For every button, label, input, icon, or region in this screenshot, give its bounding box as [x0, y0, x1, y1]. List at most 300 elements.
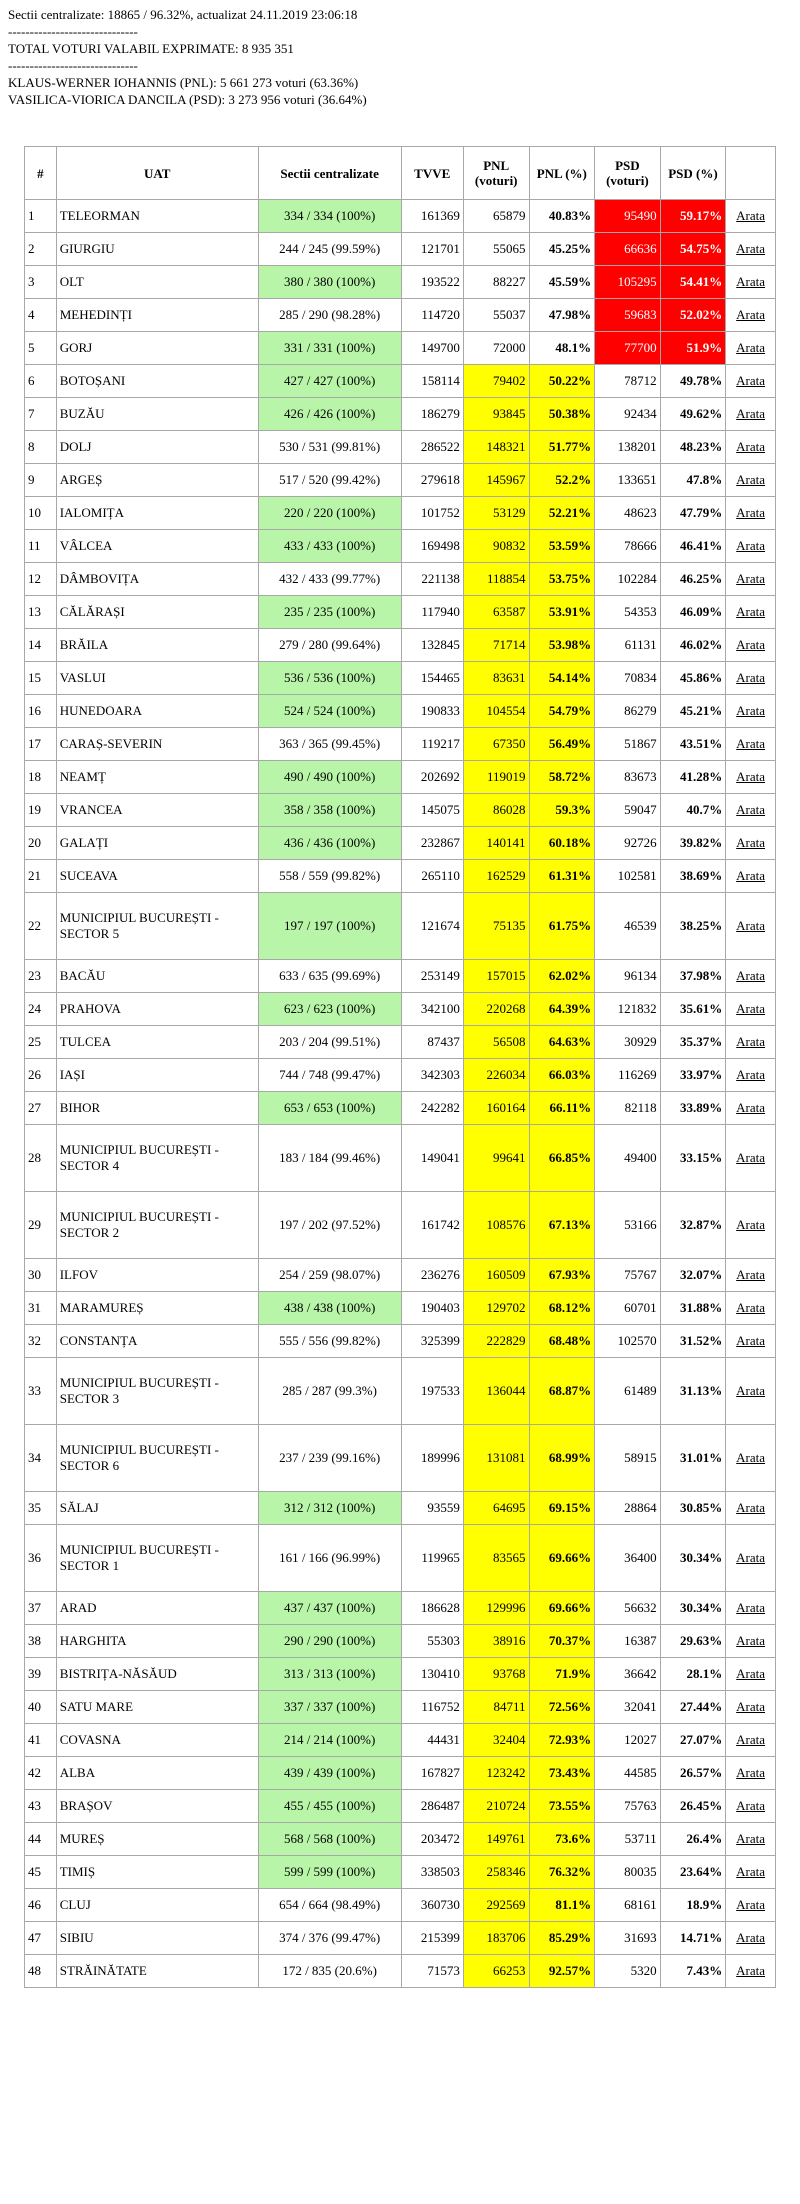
- arata-link[interactable]: Arata: [736, 736, 766, 751]
- psd-votes: 121832: [595, 993, 661, 1026]
- action-cell: [726, 695, 776, 728]
- uat-name: BISTRIȚA-NĂSĂUD: [56, 1658, 258, 1691]
- table-row: [25, 233, 776, 266]
- psd-percent: 32.87%: [660, 1192, 726, 1259]
- pnl-percent: 60.18%: [529, 827, 595, 860]
- action-cell: [726, 629, 776, 662]
- row-index: 36: [25, 1525, 57, 1592]
- tvve-value: 232867: [401, 827, 463, 860]
- pnl-percent: 52.2%: [529, 464, 595, 497]
- action-cell: [726, 1325, 776, 1358]
- action-cell: [726, 1292, 776, 1325]
- arata-link[interactable]: Arata: [736, 1383, 766, 1398]
- action-cell: [726, 233, 776, 266]
- arata-link[interactable]: Arata: [736, 538, 766, 553]
- table-body: [25, 200, 776, 1988]
- tvve-value: 190403: [401, 1292, 463, 1325]
- pnl-percent: 73.43%: [529, 1757, 595, 1790]
- psd-percent: 46.09%: [660, 596, 726, 629]
- action-cell: [726, 1724, 776, 1757]
- psd-votes: 46539: [595, 893, 661, 960]
- uat-name: CONSTANȚA: [56, 1325, 258, 1358]
- pnl-votes: 83565: [463, 1525, 529, 1592]
- sectii-centralizate: 197 / 197 (100%): [258, 893, 401, 960]
- psd-percent: 46.02%: [660, 629, 726, 662]
- row-index: 26: [25, 1059, 57, 1092]
- psd-votes: 78666: [595, 530, 661, 563]
- pnl-votes: 160509: [463, 1259, 529, 1292]
- table-row: [25, 1358, 776, 1425]
- action-cell: [726, 1492, 776, 1525]
- sectii-centralizate: 285 / 287 (99.3%): [258, 1358, 401, 1425]
- psd-votes: 59047: [595, 794, 661, 827]
- psd-votes: 58915: [595, 1425, 661, 1492]
- sectii-centralizate: 235 / 235 (100%): [258, 596, 401, 629]
- table-row: [25, 497, 776, 530]
- results-table: [24, 146, 776, 1988]
- row-index: 46: [25, 1889, 57, 1922]
- table-row: [25, 1292, 776, 1325]
- uat-name: HARGHITA: [56, 1625, 258, 1658]
- row-index: 12: [25, 563, 57, 596]
- pnl-votes: 79402: [463, 365, 529, 398]
- psd-percent: 7.43%: [660, 1955, 726, 1988]
- row-index: 44: [25, 1823, 57, 1856]
- pnl-votes: 32404: [463, 1724, 529, 1757]
- arata-link[interactable]: Arata: [736, 1864, 766, 1879]
- arata-link[interactable]: Arata: [736, 340, 766, 355]
- uat-name: PRAHOVA: [56, 993, 258, 1026]
- tvve-value: 154465: [401, 662, 463, 695]
- arata-link[interactable]: Arata: [736, 1500, 766, 1515]
- pnl-percent: 64.63%: [529, 1026, 595, 1059]
- psd-votes: 51867: [595, 728, 661, 761]
- psd-votes: 102284: [595, 563, 661, 596]
- pnl-votes: 65879: [463, 200, 529, 233]
- table-row: [25, 398, 776, 431]
- arata-link[interactable]: Arata: [736, 1798, 766, 1813]
- psd-votes: 49400: [595, 1125, 661, 1192]
- arata-link[interactable]: Arata: [736, 802, 766, 817]
- tvve-value: 189996: [401, 1425, 463, 1492]
- tvve-value: 286522: [401, 431, 463, 464]
- sectii-centralizate: 439 / 439 (100%): [258, 1757, 401, 1790]
- tvve-value: 55303: [401, 1625, 463, 1658]
- arata-link[interactable]: Arata: [736, 1550, 766, 1565]
- table-row: [25, 1724, 776, 1757]
- sectii-centralizate: 426 / 426 (100%): [258, 398, 401, 431]
- tvve-value: 158114: [401, 365, 463, 398]
- row-index: 37: [25, 1592, 57, 1625]
- arata-link[interactable]: Arata: [736, 373, 766, 388]
- arata-link[interactable]: Arata: [736, 1963, 766, 1978]
- uat-name: IALOMIȚA: [56, 497, 258, 530]
- table-row: [25, 266, 776, 299]
- sectii-centralizate: 285 / 290 (98.28%): [258, 299, 401, 332]
- action-cell: [726, 1889, 776, 1922]
- psd-percent: 32.07%: [660, 1259, 726, 1292]
- candidate-pnl-line: KLAUS-WERNER IOHANNIS (PNL): 5 661 273 voturi (63.36%): [8, 75, 359, 90]
- arata-link[interactable]: Arata: [736, 918, 766, 933]
- tvve-value: 202692: [401, 761, 463, 794]
- arata-link[interactable]: Arata: [736, 1067, 766, 1082]
- psd-votes: 31693: [595, 1922, 661, 1955]
- arata-link[interactable]: Arata: [736, 1600, 766, 1615]
- tvve-value: 169498: [401, 530, 463, 563]
- pnl-votes: 83631: [463, 662, 529, 695]
- pnl-votes: 53129: [463, 497, 529, 530]
- pnl-percent: 72.93%: [529, 1724, 595, 1757]
- arata-link[interactable]: Arata: [736, 208, 766, 223]
- uat-name: BRAȘOV: [56, 1790, 258, 1823]
- table-row: [25, 1790, 776, 1823]
- table-row: [25, 200, 776, 233]
- tvve-value: 203472: [401, 1823, 463, 1856]
- sectii-centralizate: 203 / 204 (99.51%): [258, 1026, 401, 1059]
- col-header-action: [726, 147, 776, 200]
- arata-link[interactable]: Arata: [736, 439, 766, 454]
- arata-link[interactable]: Arata: [736, 1765, 766, 1780]
- sectii-centralizate: 254 / 259 (98.07%): [258, 1259, 401, 1292]
- arata-link[interactable]: Arata: [736, 307, 766, 322]
- table-row: [25, 960, 776, 993]
- pnl-votes: 129996: [463, 1592, 529, 1625]
- action-cell: [726, 299, 776, 332]
- tvve-value: 119217: [401, 728, 463, 761]
- uat-name: MUNICIPIUL BUCUREȘTI - SECTOR 3: [56, 1358, 258, 1425]
- row-index: 27: [25, 1092, 57, 1125]
- arata-link[interactable]: Arata: [736, 1100, 766, 1115]
- pnl-percent: 76.32%: [529, 1856, 595, 1889]
- pnl-votes: 66253: [463, 1955, 529, 1988]
- uat-name: MUREȘ: [56, 1823, 258, 1856]
- pnl-votes: 123242: [463, 1757, 529, 1790]
- arata-link[interactable]: Arata: [736, 505, 766, 520]
- psd-percent: 52.02%: [660, 299, 726, 332]
- psd-percent: 46.41%: [660, 530, 726, 563]
- uat-name: NEAMȚ: [56, 761, 258, 794]
- psd-percent: 27.44%: [660, 1691, 726, 1724]
- psd-votes: 75767: [595, 1259, 661, 1292]
- psd-votes: 53711: [595, 1823, 661, 1856]
- pnl-votes: 149761: [463, 1823, 529, 1856]
- sectii-centralizate: 244 / 245 (99.59%): [258, 233, 401, 266]
- separator: ------------------------------: [8, 24, 138, 39]
- action-cell: [726, 1790, 776, 1823]
- pnl-percent: 50.38%: [529, 398, 595, 431]
- arata-link[interactable]: Arata: [736, 868, 766, 883]
- arata-link[interactable]: Arata: [736, 472, 766, 487]
- sectii-centralizate: 183 / 184 (99.46%): [258, 1125, 401, 1192]
- psd-percent: 18.9%: [660, 1889, 726, 1922]
- arata-link[interactable]: Arata: [736, 1897, 766, 1912]
- psd-percent: 46.25%: [660, 563, 726, 596]
- row-index: 17: [25, 728, 57, 761]
- arata-link[interactable]: Arata: [736, 670, 766, 685]
- uat-name: STRĂINĂTATE: [56, 1955, 258, 1988]
- arata-link[interactable]: Arata: [736, 274, 766, 289]
- row-index: 29: [25, 1192, 57, 1259]
- arata-link[interactable]: Arata: [736, 1267, 766, 1282]
- psd-votes: 133651: [595, 464, 661, 497]
- psd-percent: 54.75%: [660, 233, 726, 266]
- pnl-percent: 67.13%: [529, 1192, 595, 1259]
- psd-votes: 92434: [595, 398, 661, 431]
- pnl-votes: 90832: [463, 530, 529, 563]
- sectii-centralizate: 279 / 280 (99.64%): [258, 629, 401, 662]
- psd-percent: 31.88%: [660, 1292, 726, 1325]
- row-index: 6: [25, 365, 57, 398]
- tvve-value: 279618: [401, 464, 463, 497]
- row-index: 5: [25, 332, 57, 365]
- pnl-votes: 157015: [463, 960, 529, 993]
- arata-link[interactable]: Arata: [736, 1699, 766, 1714]
- table-row: [25, 1325, 776, 1358]
- psd-percent: 37.98%: [660, 960, 726, 993]
- pnl-percent: 59.3%: [529, 794, 595, 827]
- col-header-tvve: TVVE: [401, 147, 463, 200]
- pnl-votes: 118854: [463, 563, 529, 596]
- psd-percent: 26.57%: [660, 1757, 726, 1790]
- table-row: [25, 695, 776, 728]
- arata-link[interactable]: Arata: [736, 241, 766, 256]
- arata-link[interactable]: Arata: [736, 1217, 766, 1232]
- row-index: 16: [25, 695, 57, 728]
- pnl-percent: 48.1%: [529, 332, 595, 365]
- table-row: [25, 1192, 776, 1259]
- psd-votes: 82118: [595, 1092, 661, 1125]
- row-index: 41: [25, 1724, 57, 1757]
- arata-link[interactable]: Arata: [736, 1333, 766, 1348]
- psd-votes: 96134: [595, 960, 661, 993]
- psd-votes: 48623: [595, 497, 661, 530]
- pnl-votes: 55065: [463, 233, 529, 266]
- tvve-value: 236276: [401, 1259, 463, 1292]
- pnl-percent: 81.1%: [529, 1889, 595, 1922]
- uat-name: GORJ: [56, 332, 258, 365]
- psd-votes: 75763: [595, 1790, 661, 1823]
- action-cell: [726, 1425, 776, 1492]
- uat-name: DÂMBOVIȚA: [56, 563, 258, 596]
- action-cell: [726, 893, 776, 960]
- arata-link[interactable]: Arata: [736, 703, 766, 718]
- psd-percent: 45.21%: [660, 695, 726, 728]
- pnl-percent: 64.39%: [529, 993, 595, 1026]
- table-row: [25, 761, 776, 794]
- pnl-percent: 71.9%: [529, 1658, 595, 1691]
- table-row: [25, 827, 776, 860]
- pnl-percent: 66.85%: [529, 1125, 595, 1192]
- table-row: [25, 1823, 776, 1856]
- sectii-centralizate: 312 / 312 (100%): [258, 1492, 401, 1525]
- action-cell: [726, 1658, 776, 1691]
- uat-name: ARAD: [56, 1592, 258, 1625]
- row-index: 2: [25, 233, 57, 266]
- arata-link[interactable]: Arata: [736, 1633, 766, 1648]
- psd-votes: 36400: [595, 1525, 661, 1592]
- pnl-percent: 85.29%: [529, 1922, 595, 1955]
- arata-link[interactable]: Arata: [736, 1831, 766, 1846]
- pnl-percent: 50.22%: [529, 365, 595, 398]
- uat-name: MUNICIPIUL BUCUREȘTI - SECTOR 2: [56, 1192, 258, 1259]
- arata-link[interactable]: Arata: [736, 406, 766, 421]
- tvve-value: 149041: [401, 1125, 463, 1192]
- pnl-votes: 99641: [463, 1125, 529, 1192]
- action-cell: [726, 398, 776, 431]
- sectii-centralizate: 358 / 358 (100%): [258, 794, 401, 827]
- table-row: [25, 629, 776, 662]
- pnl-percent: 62.02%: [529, 960, 595, 993]
- row-index: 35: [25, 1492, 57, 1525]
- uat-name: ARGEȘ: [56, 464, 258, 497]
- col-header-psd-pct: PSD (%): [660, 147, 726, 200]
- row-index: 40: [25, 1691, 57, 1724]
- table-row: [25, 728, 776, 761]
- uat-name: IAȘI: [56, 1059, 258, 1092]
- action-cell: [726, 1125, 776, 1192]
- psd-percent: 30.34%: [660, 1592, 726, 1625]
- action-cell: [726, 1922, 776, 1955]
- uat-name: MUNICIPIUL BUCUREȘTI - SECTOR 1: [56, 1525, 258, 1592]
- table-row: [25, 299, 776, 332]
- action-cell: [726, 1358, 776, 1425]
- sectii-centralizate: 490 / 490 (100%): [258, 761, 401, 794]
- psd-votes: 105295: [595, 266, 661, 299]
- pnl-percent: 54.79%: [529, 695, 595, 728]
- row-index: 14: [25, 629, 57, 662]
- psd-votes: 59683: [595, 299, 661, 332]
- psd-percent: 26.45%: [660, 1790, 726, 1823]
- sectii-centralizate: 380 / 380 (100%): [258, 266, 401, 299]
- action-cell: [726, 1625, 776, 1658]
- pnl-percent: 68.87%: [529, 1358, 595, 1425]
- uat-name: BACĂU: [56, 960, 258, 993]
- tvve-value: 44431: [401, 1724, 463, 1757]
- arata-link[interactable]: Arata: [736, 571, 766, 586]
- row-index: 18: [25, 761, 57, 794]
- pnl-percent: 53.59%: [529, 530, 595, 563]
- arata-link[interactable]: Arata: [736, 1666, 766, 1681]
- psd-votes: 83673: [595, 761, 661, 794]
- psd-votes: 92726: [595, 827, 661, 860]
- row-index: 24: [25, 993, 57, 1026]
- pnl-percent: 45.25%: [529, 233, 595, 266]
- pnl-percent: 47.98%: [529, 299, 595, 332]
- tvve-value: 325399: [401, 1325, 463, 1358]
- pnl-votes: 64695: [463, 1492, 529, 1525]
- row-index: 19: [25, 794, 57, 827]
- sectii-centralizate: 555 / 556 (99.82%): [258, 1325, 401, 1358]
- uat-name: OLT: [56, 266, 258, 299]
- psd-percent: 51.9%: [660, 332, 726, 365]
- row-index: 9: [25, 464, 57, 497]
- uat-name: CLUJ: [56, 1889, 258, 1922]
- action-cell: [726, 1856, 776, 1889]
- arata-link[interactable]: Arata: [736, 1450, 766, 1465]
- pnl-votes: 148321: [463, 431, 529, 464]
- action-cell: [726, 497, 776, 530]
- tvve-value: 360730: [401, 1889, 463, 1922]
- psd-votes: 60701: [595, 1292, 661, 1325]
- sectii-centralizate: 161 / 166 (96.99%): [258, 1525, 401, 1592]
- sectii-centralizate: 654 / 664 (98.49%): [258, 1889, 401, 1922]
- arata-link[interactable]: Arata: [736, 1930, 766, 1945]
- tvve-value: 101752: [401, 497, 463, 530]
- action-cell: [726, 266, 776, 299]
- uat-name: ALBA: [56, 1757, 258, 1790]
- psd-percent: 48.23%: [660, 431, 726, 464]
- sectii-centralizate: 214 / 214 (100%): [258, 1724, 401, 1757]
- uat-name: MUNICIPIUL BUCUREȘTI - SECTOR 4: [56, 1125, 258, 1192]
- tvve-value: 117940: [401, 596, 463, 629]
- uat-name: SUCEAVA: [56, 860, 258, 893]
- arata-link[interactable]: Arata: [736, 1150, 766, 1165]
- table-row: [25, 1691, 776, 1724]
- arata-link[interactable]: Arata: [736, 1732, 766, 1747]
- row-index: 39: [25, 1658, 57, 1691]
- sectii-centralizate: 197 / 202 (97.52%): [258, 1192, 401, 1259]
- psd-percent: 38.25%: [660, 893, 726, 960]
- action-cell: [726, 993, 776, 1026]
- row-index: 34: [25, 1425, 57, 1492]
- sectii-centralizate: 530 / 531 (99.81%): [258, 431, 401, 464]
- pnl-votes: 88227: [463, 266, 529, 299]
- arata-link[interactable]: Arata: [736, 835, 766, 850]
- action-cell: [726, 332, 776, 365]
- arata-link[interactable]: Arata: [736, 1300, 766, 1315]
- pnl-percent: 69.15%: [529, 1492, 595, 1525]
- tvve-value: 221138: [401, 563, 463, 596]
- sectii-centralizate: 633 / 635 (99.69%): [258, 960, 401, 993]
- tvve-value: 286487: [401, 1790, 463, 1823]
- total-votes-line: TOTAL VOTURI VALABIL EXPRIMATE: 8 935 351: [8, 41, 294, 56]
- table-row: [25, 365, 776, 398]
- tvve-value: 265110: [401, 860, 463, 893]
- row-index: 31: [25, 1292, 57, 1325]
- psd-percent: 49.78%: [660, 365, 726, 398]
- psd-percent: 38.69%: [660, 860, 726, 893]
- uat-name: SĂLAJ: [56, 1492, 258, 1525]
- action-cell: [726, 431, 776, 464]
- arata-link[interactable]: Arata: [736, 604, 766, 619]
- pnl-votes: 119019: [463, 761, 529, 794]
- arata-link[interactable]: Arata: [736, 637, 766, 652]
- psd-percent: 40.7%: [660, 794, 726, 827]
- row-index: 32: [25, 1325, 57, 1358]
- tvve-value: 132845: [401, 629, 463, 662]
- arata-link[interactable]: Arata: [736, 769, 766, 784]
- table-row: [25, 1492, 776, 1525]
- arata-link[interactable]: Arata: [736, 1001, 766, 1016]
- row-index: 4: [25, 299, 57, 332]
- psd-votes: 16387: [595, 1625, 661, 1658]
- arata-link[interactable]: Arata: [736, 1034, 766, 1049]
- table-row: [25, 431, 776, 464]
- psd-votes: 77700: [595, 332, 661, 365]
- arata-link[interactable]: Arata: [736, 968, 766, 983]
- table-row: [25, 1955, 776, 1988]
- pnl-votes: 71714: [463, 629, 529, 662]
- table-row: [25, 1059, 776, 1092]
- row-index: 25: [25, 1026, 57, 1059]
- col-header-psd-votes: PSD (voturi): [595, 147, 661, 200]
- action-cell: [726, 200, 776, 233]
- row-index: 38: [25, 1625, 57, 1658]
- action-cell: [726, 1757, 776, 1790]
- status-line: Sectii centralizate: 18865 / 96.32%, actualizat 24.11.2019 23:06:18: [8, 7, 358, 22]
- col-header-pnl-votes: PNL (voturi): [463, 147, 529, 200]
- sectii-centralizate: 427 / 427 (100%): [258, 365, 401, 398]
